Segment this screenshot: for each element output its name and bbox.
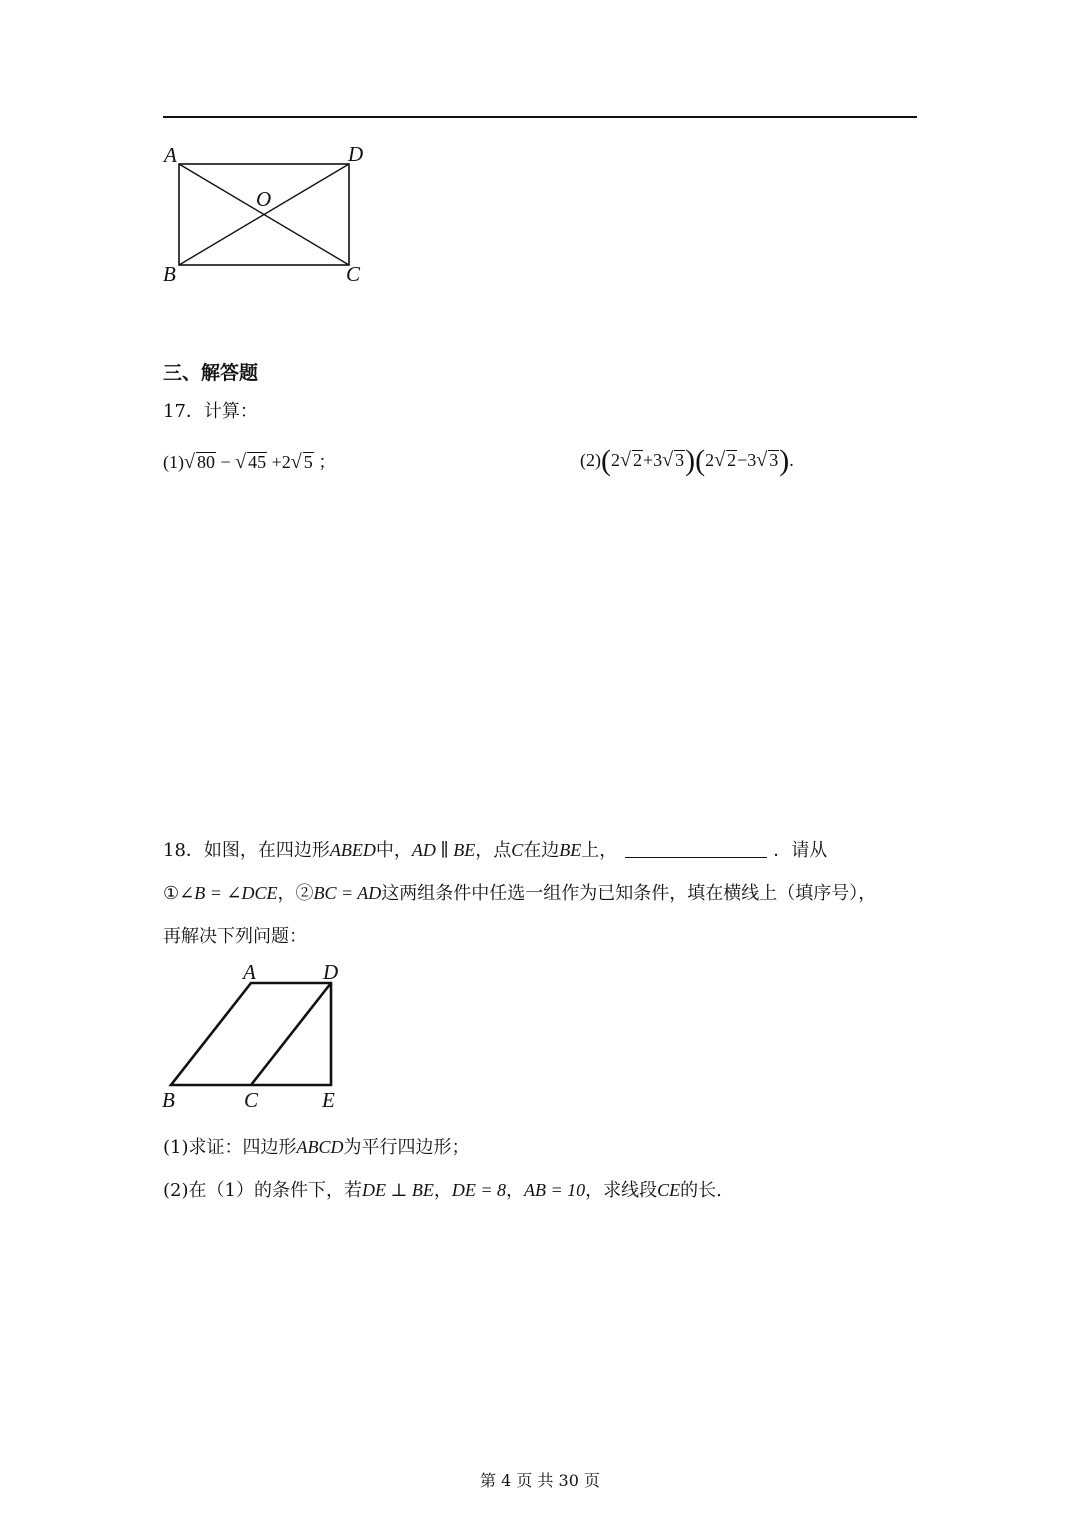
sep-2: ，② <box>277 883 314 904</box>
label-a: A <box>164 143 177 167</box>
q17-number: 17． <box>163 401 204 422</box>
label-e2: E <box>322 1088 335 1112</box>
minus-sign: − <box>220 452 231 472</box>
q18-text-1c: ，点 <box>475 840 512 861</box>
q18-number: 18． <box>163 840 204 861</box>
coef-a: 2 <box>611 450 620 470</box>
circle-1: ① <box>163 883 180 904</box>
q18-sub2-text-c: 的长. <box>680 1180 722 1201</box>
parallel-ad-be: AD ∥ BE <box>411 840 476 860</box>
q18-sub1-text-b: 为平行四边形； <box>343 1137 470 1158</box>
perp-de-be: DE ⊥ BE <box>361 1180 434 1200</box>
section-title: 三、解答题 <box>163 362 259 384</box>
q18-text-2b: 这两组条件中任选一组作为已知条件，填在横线上（填序号）， <box>381 883 877 904</box>
q18-line3: 再解决下列问题： <box>163 926 307 947</box>
part1-end: ； <box>318 452 337 472</box>
coef-b: 2 <box>705 450 715 470</box>
segment-ce: CE <box>657 1180 681 1200</box>
q18-line2 <box>163 879 876 905</box>
header-rule <box>163 116 917 118</box>
comma-2: ， <box>506 1180 525 1201</box>
label-a2: A <box>243 960 256 984</box>
label-b: B <box>163 262 176 286</box>
plus-3: +3 <box>642 450 663 470</box>
q18-text-1a: 如图，在四边形 <box>203 840 330 861</box>
radicand-2b: 2 <box>727 450 737 470</box>
radicand-45: 45 <box>248 452 267 472</box>
minus-3: −3 <box>737 450 757 470</box>
q17-part2: (2)(2√ 2+3√ 3)(2√ 2−3√ 3). <box>580 444 794 477</box>
label-b2: B <box>162 1088 175 1112</box>
q17-text: 计算： <box>203 401 258 422</box>
segment-cd <box>251 983 331 1085</box>
radicand-3a: 3 <box>675 450 685 470</box>
q18-sub2-text-b: ，求线段 <box>585 1180 658 1201</box>
quadrilateral-abed <box>171 983 331 1085</box>
q18-sub1-text-a: (1)求证：四边形 <box>163 1137 297 1158</box>
condition-1: ∠B = ∠DCE <box>179 883 278 903</box>
label-o: O <box>256 187 272 211</box>
figure-rectangle-abcd <box>150 140 390 290</box>
ab-equals-10: AB = 10 <box>524 1180 586 1200</box>
radicand-2a: 2 <box>632 450 642 470</box>
part2-label: (2) <box>580 450 601 470</box>
part2-end: . <box>789 450 794 470</box>
q18-line1 <box>163 836 827 862</box>
label-d2: D <box>323 960 339 984</box>
radicand-5: 5 <box>303 452 313 472</box>
page-footer: 第 4 页 共 30 页 <box>480 1471 600 1490</box>
q18-text-1d: 在边 <box>523 840 560 861</box>
condition-2: BC = AD <box>313 883 382 903</box>
quad-abed: ABED <box>329 840 376 860</box>
label-c2: C <box>244 1088 259 1112</box>
q17-part1: (1)√ 80 − √ 45 +2√ 5 ； <box>163 451 337 473</box>
figure-quadrilateral-abed <box>155 955 355 1115</box>
radicand-80: 80 <box>196 452 215 472</box>
radicand-3b: 3 <box>769 450 779 470</box>
label-c: C <box>346 262 361 286</box>
comma-1: ， <box>433 1180 452 1201</box>
q18-sub1 <box>163 1133 470 1159</box>
quad-abcd: ABCD <box>296 1137 344 1157</box>
q18-sub2-text-a: (2)在（1）的条件下，若 <box>163 1180 362 1201</box>
point-c: C <box>511 840 524 860</box>
q17-heading <box>163 397 258 423</box>
answer-blank[interactable] <box>625 839 767 858</box>
side-be: BE <box>559 840 582 860</box>
q18-text-1e: 上， <box>581 840 618 861</box>
q18-text-1b: 中， <box>375 840 412 861</box>
plus-sign: + <box>271 452 282 472</box>
coef-2: 2 <box>281 452 291 472</box>
part1-label: (1) <box>163 452 184 472</box>
q18-sub2 <box>163 1176 722 1202</box>
de-equals-8: DE = 8 <box>451 1180 507 1200</box>
q18-text-1f: ．请从 <box>773 840 828 861</box>
label-d: D <box>348 142 364 166</box>
